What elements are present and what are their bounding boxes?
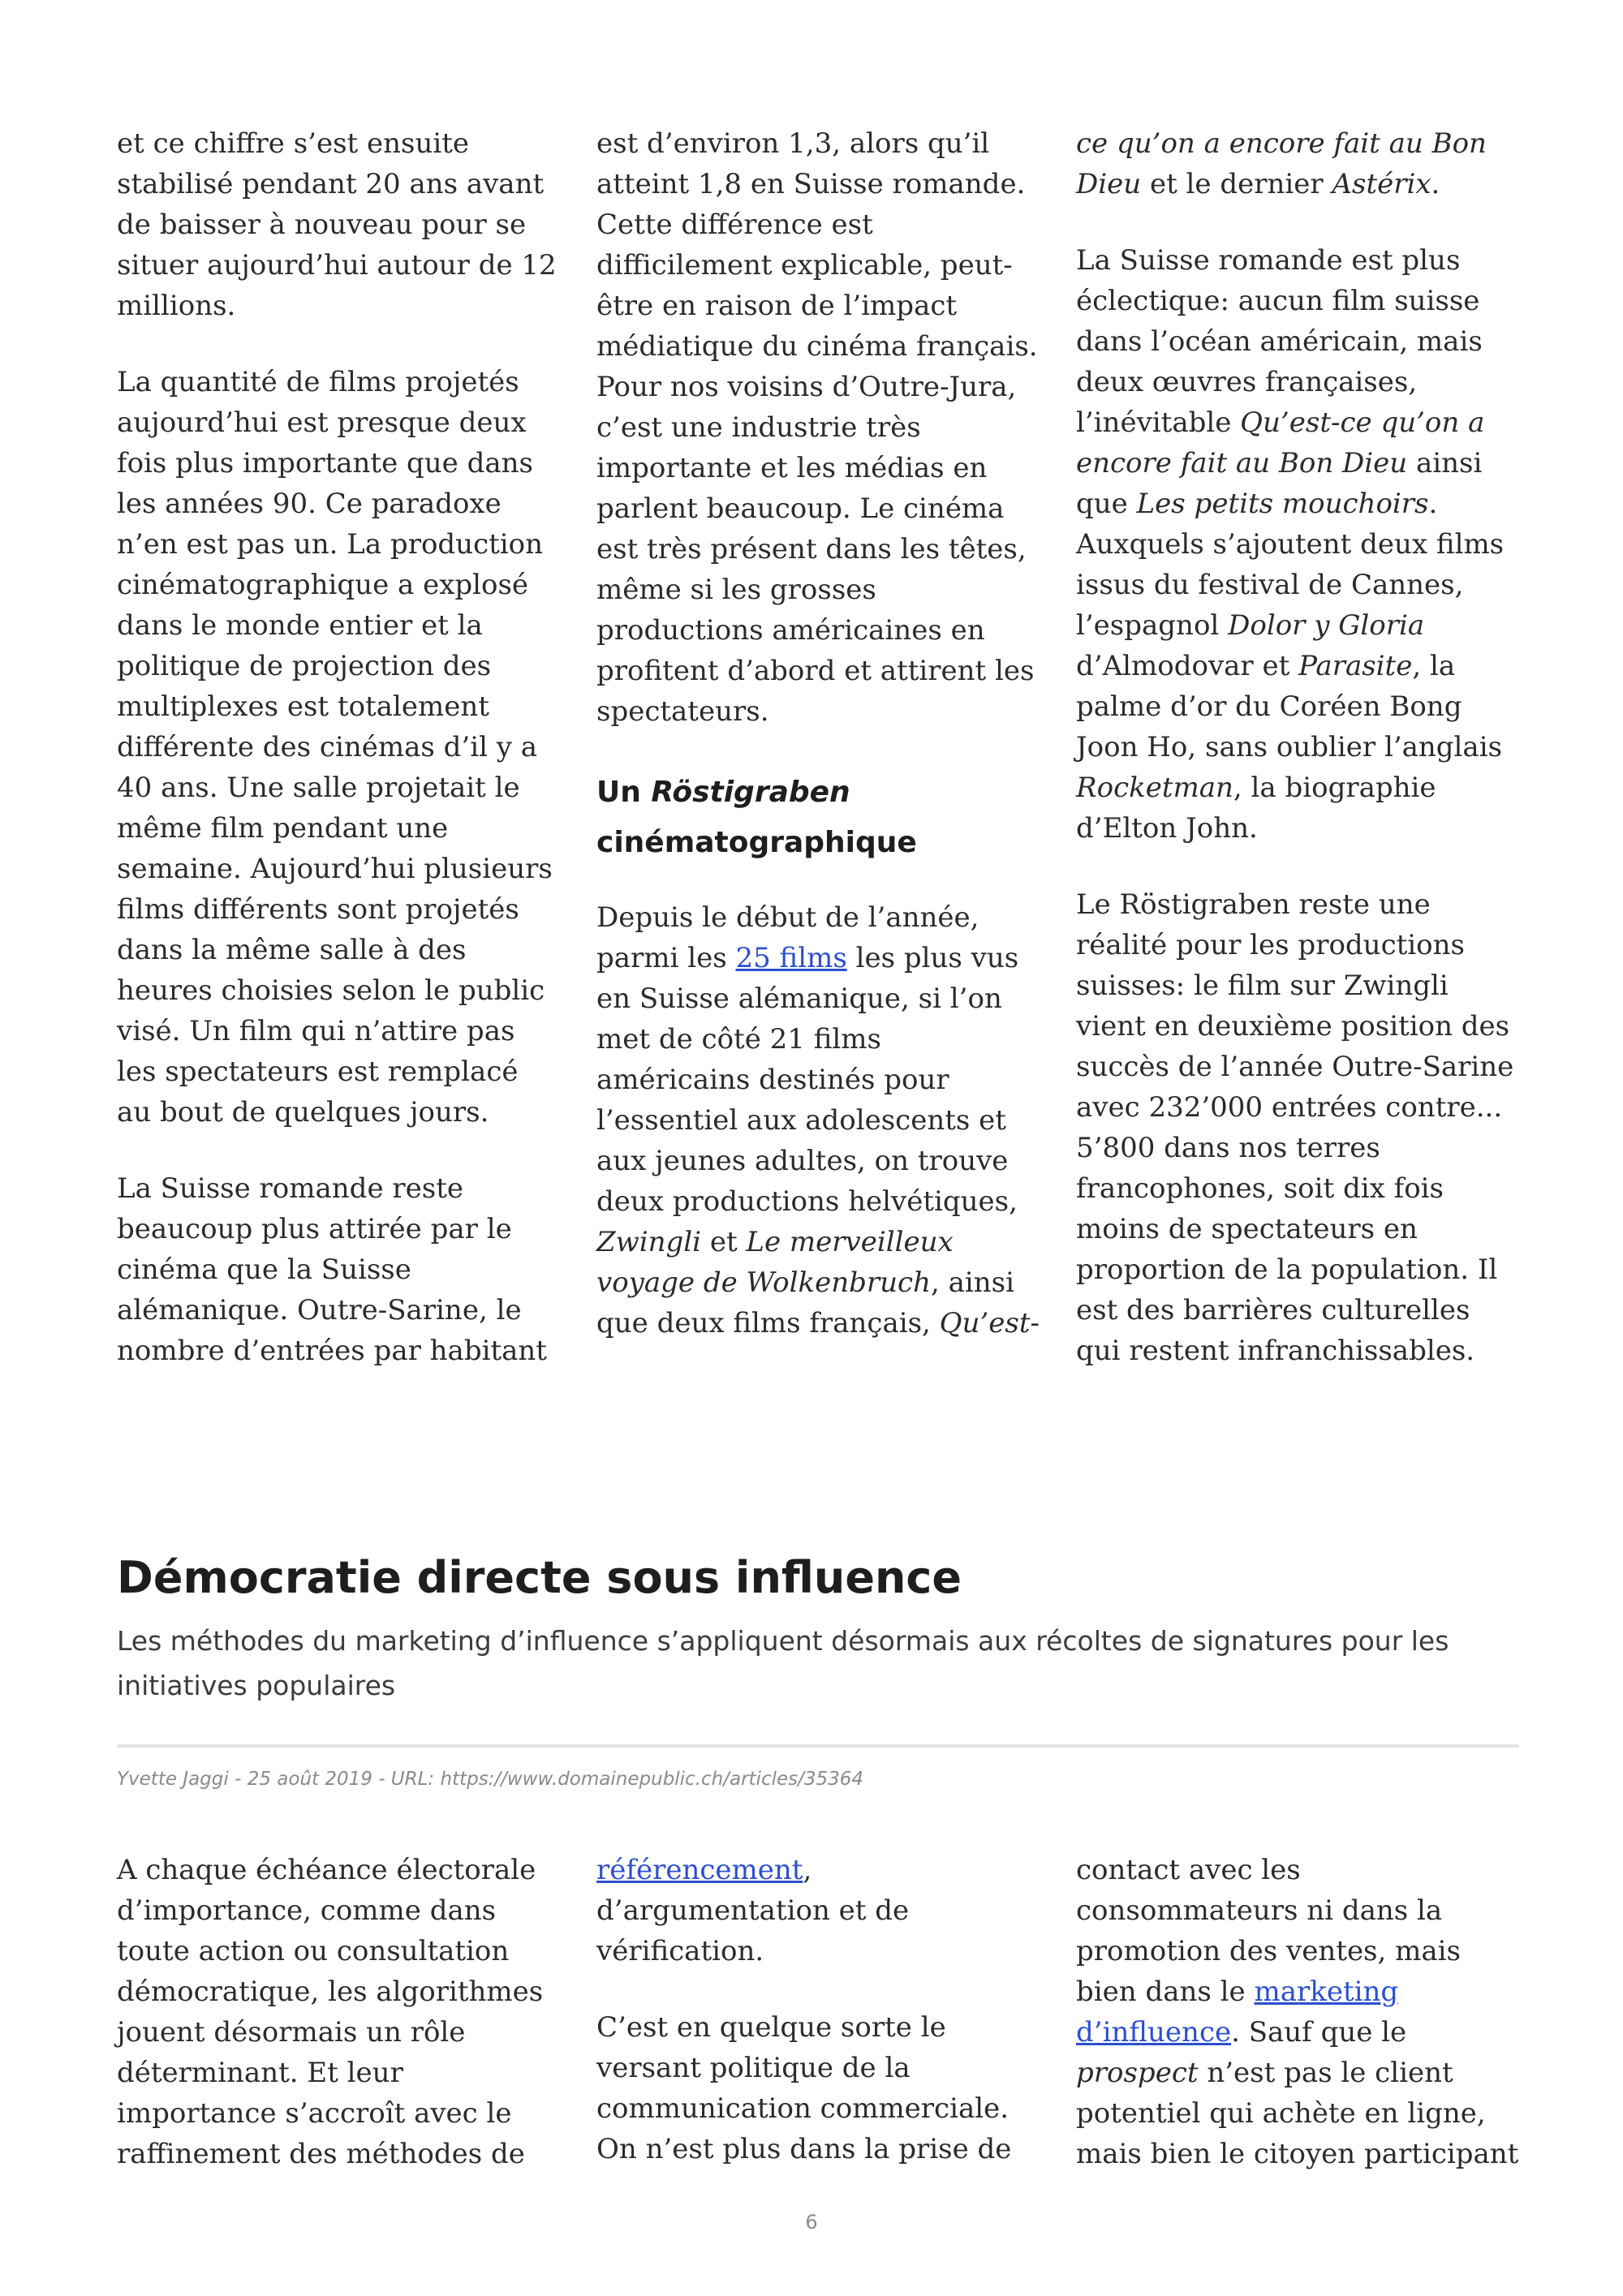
- column-1: [117, 1850, 560, 2174]
- link-marketing-influence[interactable]: marketing d’influence: [1076, 1976, 1399, 2049]
- paragraph: ce qu’on a encore fait au Bon Dieu et le dernier Astérix.: [1076, 127, 1487, 200]
- paragraph: contact avec les consommateurs ni dans la promotion des ventes, mais bien dans le marketing d’influence. Sauf que le prospect n’est pas le client potentiel qui achète en ligne, mais bien le citoyen participant: [1076, 1854, 1519, 2170]
- heading-text: Un: [596, 776, 652, 809]
- heading-italic-text: Röstigraben: [651, 776, 850, 809]
- column-2: [596, 123, 1040, 1371]
- heading-text: cinématographique: [596, 826, 917, 859]
- column-2: [596, 1850, 1040, 2174]
- paragraph: et ce chiffre s’est ensuite stabilisé pendant 20 ans avant de baisser à nouveau pour se situer aujourd’hui autour de 12 millions.: [117, 127, 557, 322]
- column-3: [1076, 1850, 1519, 2174]
- paragraph: C’est en quelque sorte le versant politique de la communication commerciale. On n’est plus dans la prise de: [596, 2011, 1012, 2165]
- paragraph: est d’environ 1,3, alors qu’il atteint 1,8 en Suisse romande. Cette différence est difficilement explicable, peut-être en raison de l’impact médiatique du cinéma français. Pour nos voisins d’Outre-Jura, c’est une industrie très importante et les médias en parlent beaucoup. Le cinéma est très présent dans les têtes, même si les grosses productions américaines en profitent d’abord et attirent les spectateurs.: [596, 127, 1038, 728]
- link-referencement[interactable]: référencement: [596, 1854, 803, 1886]
- article-byline: Yvette Jaggi - 25 août 2019 - URL: https://www.domainepublic.ch/articles/35364: [117, 1769, 864, 1790]
- paragraph: référencement, d’argumentation et de vérification.: [596, 1854, 910, 1967]
- article-lead: Les méthodes du marketing d’influence s’appliquent désormais aux récoltes de signatures pour les initiatives populaires: [117, 1625, 1449, 1701]
- link-25-films[interactable]: 25 films: [735, 942, 847, 974]
- column-3: [1076, 123, 1519, 1371]
- paragraph: La Suisse romande reste beaucoup plus attirée par le cinéma que la Suisse alémanique. Outre-Sarine, le nombre d’entrées par habitant: [117, 1172, 547, 1367]
- column-1: [117, 123, 560, 1371]
- paragraph: La Suisse romande est plus éclectique: aucun film suisse dans l’océan américain, mais deux œuvres françaises, l’inévitable Qu’est-ce qu’on a encore fait au Bon Dieu ainsi que Les petits mouchoirs. Auxquels s’ajoutent deux films issus du festival de Cannes, l’espagnol Dolor y Gloria d’Almodovar et Parasite, la palme d’or du Coréen Bong Joon Ho, sans oublier l’anglais Rocketman, la biographie d’Elton John.: [1076, 244, 1505, 845]
- article-columns-top: [117, 123, 1519, 1371]
- paragraph: A chaque échéance électorale d’importance, comme dans toute action ou consultation démocratique, les algorithmes jouent désormais un rôle déterminant. Et leur importance s’accroît avec le raffinement des méthodes de: [117, 1854, 544, 2170]
- section-heading: [596, 767, 1040, 868]
- divider: [117, 1744, 1519, 1748]
- article-title: Démocratie directe sous influence: [117, 1552, 962, 1603]
- page-number: 6: [805, 2211, 818, 2234]
- paragraph: Le Röstigraben reste une réalité pour les productions suisses: le film sur Zwingli vient en deuxième position des succès de l’année Outre-Sarine avec 232’000 entrées contre... 5’800 dans nos terres francophones, soit dix fois moins de spectateurs en proportion de la population. Il est des barrières culturelles qui restent infranchissables.: [1076, 888, 1514, 1367]
- paragraph: Depuis le début de l’année, parmi les 25 films les plus vus en Suisse alémanique, si l’on met de côté 21 films américains destinés pour l’essentiel aux adolescents et aux jeunes adultes, on trouve deux productions helvétiques, Zwingli et Le merveilleux voyage de Wolkenbruch, ainsi que deux films français, Qu’est-: [596, 901, 1040, 1339]
- article-columns-bottom: [117, 1850, 1519, 2174]
- paragraph: La quantité de films projetés aujourd’hui est presque deux fois plus importante que dans les années 90. Ce paradoxe n’en est pas un. La production cinématographique a explosé dans le monde entier et la politique de projection des multiplexes est totalement différente des cinémas d’il y a 40 ans. Une salle projetait le même film pendant une semaine. Aujourd’hui plusieurs films différents sont projetés dans la même salle à des heures choisies selon le public visé. Un film qui n’attire pas les spectateurs est remplacé au bout de quelques jours.: [117, 366, 553, 1129]
